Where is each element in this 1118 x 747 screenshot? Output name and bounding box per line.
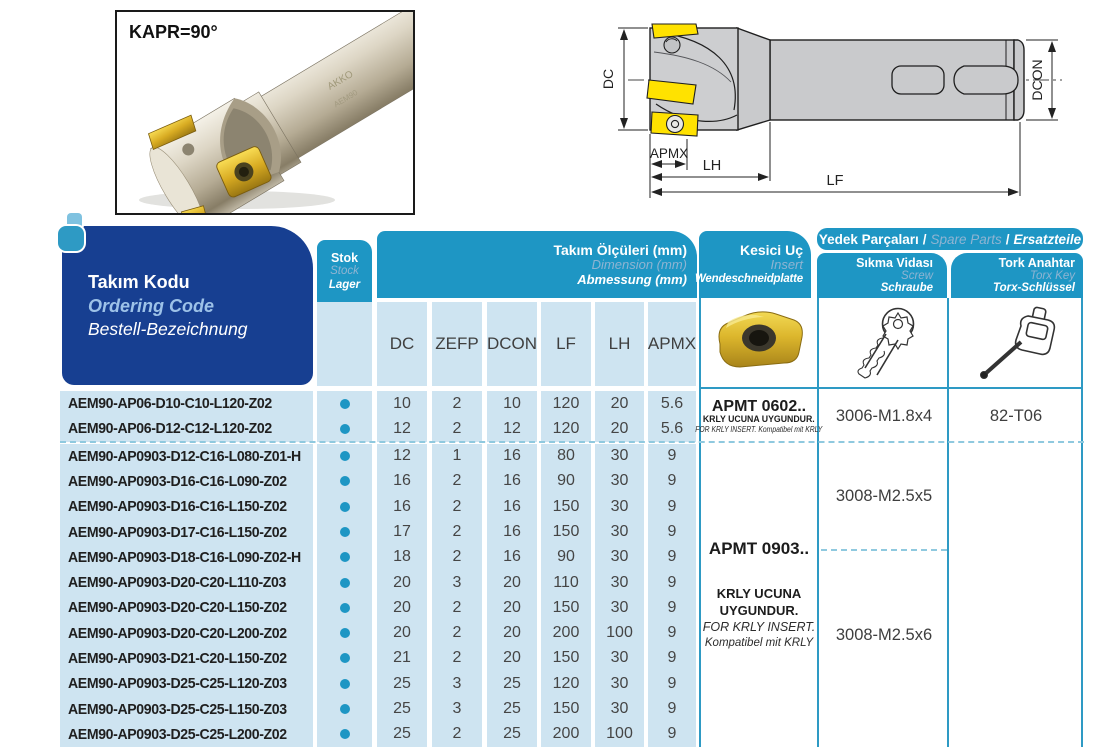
lf-value: 90 bbox=[541, 545, 591, 570]
stock-dot bbox=[340, 653, 350, 663]
lf-label: LF bbox=[826, 173, 844, 189]
table-row bbox=[60, 646, 696, 671]
screw-head bbox=[664, 37, 680, 53]
zefp-value: 2 bbox=[432, 722, 482, 747]
insert-tab-icon-body bbox=[58, 226, 84, 251]
table-row bbox=[60, 621, 696, 646]
stock-dot bbox=[340, 628, 350, 638]
lh-value: 20 bbox=[595, 391, 644, 416]
apmx-value: 9 bbox=[648, 621, 696, 646]
stock-cell bbox=[317, 545, 372, 570]
insert-tr: Kesici Uç bbox=[739, 241, 803, 258]
dc-value: 25 bbox=[377, 671, 427, 696]
stock-dot bbox=[340, 527, 350, 537]
stock-cell bbox=[317, 696, 372, 721]
lh-value: 30 bbox=[595, 545, 644, 570]
stock-cell bbox=[317, 391, 372, 416]
ordering-code: AEM90-AP0903-D20-C20-L110-Z03 bbox=[60, 570, 313, 595]
ordering-code: AEM90-AP0903-D16-C16-L090-Z02 bbox=[60, 469, 313, 494]
ordering-code-de: Bestell-Bezeichnung bbox=[88, 319, 248, 339]
dc-value: 20 bbox=[377, 621, 427, 646]
stock-dot bbox=[340, 502, 350, 512]
table-row bbox=[60, 545, 696, 570]
dcon-value: 16 bbox=[487, 469, 537, 494]
lh-value: 30 bbox=[595, 444, 644, 469]
col-dcon: DCON bbox=[487, 302, 537, 386]
lf-value: 120 bbox=[541, 416, 591, 441]
table-row bbox=[60, 595, 696, 620]
insert-spec-group1 bbox=[695, 392, 823, 441]
stock-cell bbox=[317, 494, 372, 519]
torx-de: Torx-Schlüssel bbox=[992, 281, 1075, 294]
torx-value-group1: 82-T06 bbox=[989, 407, 1043, 425]
dc-value: 25 bbox=[377, 722, 427, 747]
lh-value: 30 bbox=[595, 671, 644, 696]
ordering-code: AEM90-AP0903-D12-C16-L080-Z01-H bbox=[60, 444, 313, 469]
dc-value: 20 bbox=[377, 595, 427, 620]
screw-header bbox=[817, 253, 947, 298]
stock-dot bbox=[340, 476, 350, 486]
torx-screw-drawing bbox=[845, 302, 925, 384]
lh-value: 30 bbox=[595, 519, 644, 544]
lh-value: 100 bbox=[595, 621, 644, 646]
screw-tr: Sıkma Vidası bbox=[856, 255, 933, 270]
col-dc: DC bbox=[377, 302, 427, 386]
col-zefp: ZEFP bbox=[432, 302, 482, 386]
insert-note-en: FOR KRLY INSERT. bbox=[702, 620, 816, 634]
apmx-value: 9 bbox=[648, 671, 696, 696]
dc-value: 17 bbox=[377, 519, 427, 544]
ordering-code: AEM90-AP06-D10-C10-L120-Z02 bbox=[60, 391, 313, 416]
zefp-value: 2 bbox=[432, 391, 482, 416]
kapr-label: KAPR=90° bbox=[129, 22, 218, 42]
stock-header bbox=[317, 240, 372, 302]
dims-de: Abmessung (mm) bbox=[577, 271, 687, 287]
stock-dot bbox=[340, 399, 350, 409]
torx-key-header bbox=[951, 253, 1083, 298]
dcon-value: 16 bbox=[487, 519, 537, 544]
screw-head bbox=[667, 116, 684, 133]
spare-en: Spare Parts bbox=[930, 231, 1002, 247]
stock-cell bbox=[317, 621, 372, 646]
screw-en: Screw bbox=[901, 269, 933, 282]
lf-value: 110 bbox=[541, 570, 591, 595]
ordering-code-en: Ordering Code bbox=[88, 296, 215, 316]
dcon-value: 20 bbox=[487, 570, 537, 595]
torx-tr: Tork Anahtar bbox=[998, 255, 1075, 270]
spare-de: Ersatzteile bbox=[1013, 231, 1082, 247]
dcon-value: 12 bbox=[487, 416, 537, 441]
group-divider bbox=[60, 441, 1084, 443]
stock-dot bbox=[340, 552, 350, 562]
apmx-label: APMX bbox=[649, 146, 689, 161]
zefp-value: 2 bbox=[432, 519, 482, 544]
lf-value: 150 bbox=[541, 646, 591, 671]
stock-dot bbox=[340, 578, 350, 588]
product-photo-box bbox=[115, 10, 415, 215]
stock-cell bbox=[317, 722, 372, 747]
stock-cell bbox=[317, 646, 372, 671]
ordering-code: AEM90-AP0903-D25-C25-L200-Z02 bbox=[60, 722, 313, 747]
ordering-code: AEM90-AP0903-D21-C20-L150-Z02 bbox=[60, 646, 313, 671]
dcon-value: 25 bbox=[487, 671, 537, 696]
screw-value-group2-lower: 3008-M2.5x6 bbox=[835, 626, 933, 644]
apmx-value: 9 bbox=[648, 469, 696, 494]
table-row bbox=[60, 722, 696, 747]
dims-tr: Takım Ölçüleri (mm) bbox=[553, 241, 687, 258]
stock-dot bbox=[340, 679, 350, 689]
apmx-value: 5.6 bbox=[648, 391, 696, 416]
dc-value: 18 bbox=[377, 545, 427, 570]
table-row bbox=[60, 444, 696, 469]
screw-value-group1: 3006-M1.8x4 bbox=[835, 407, 933, 425]
zefp-value: 3 bbox=[432, 570, 482, 595]
insert-note-tr: KRLY UCUNA bbox=[716, 586, 802, 601]
dcon-value: 16 bbox=[487, 545, 537, 570]
insert-spec-group2 bbox=[701, 445, 817, 745]
stock-subcell bbox=[317, 302, 372, 386]
dimension-diagram bbox=[592, 12, 1092, 212]
lf-value: 150 bbox=[541, 519, 591, 544]
table-row bbox=[60, 671, 696, 696]
spare-tr: Yedek Parçaları bbox=[818, 231, 919, 247]
zefp-value: 3 bbox=[432, 671, 482, 696]
apmx-value: 9 bbox=[648, 595, 696, 620]
lf-value: 150 bbox=[541, 696, 591, 721]
apmx-value: 9 bbox=[648, 722, 696, 747]
dcon-value: 25 bbox=[487, 722, 537, 747]
dc-value: 16 bbox=[377, 469, 427, 494]
lh-value: 30 bbox=[595, 570, 644, 595]
dcon-value: 25 bbox=[487, 696, 537, 721]
insert-tab-icon bbox=[54, 210, 94, 256]
zefp-value: 3 bbox=[432, 696, 482, 721]
insert-note-tr: KRLY UCUNA UYGUNDUR. bbox=[703, 413, 815, 425]
neck-taper bbox=[737, 28, 770, 130]
lf-value: 200 bbox=[541, 722, 591, 747]
table-row bbox=[60, 391, 696, 416]
screw-group-divider bbox=[821, 549, 947, 551]
lf-value: 150 bbox=[541, 494, 591, 519]
stock-dot bbox=[340, 729, 350, 739]
dcon-value: 20 bbox=[487, 595, 537, 620]
lf-value: 150 bbox=[541, 595, 591, 620]
col-apmx: APMX bbox=[648, 302, 696, 386]
apmx-value: 9 bbox=[648, 545, 696, 570]
stock-cell bbox=[317, 519, 372, 544]
lh-value: 30 bbox=[595, 696, 644, 721]
lf-value: 90 bbox=[541, 469, 591, 494]
torx-key-drawing bbox=[975, 302, 1061, 384]
lh-label: LH bbox=[702, 158, 722, 174]
insert-note-en-de: FOR KRLY INSERT. Kompatibel mit KRLY bbox=[695, 424, 823, 434]
zefp-value: 2 bbox=[432, 469, 482, 494]
insert-de: Wendeschneidplatte bbox=[694, 272, 803, 285]
stock-tr: Stok bbox=[330, 250, 359, 265]
ordering-code: AEM90-AP0903-D18-C16-L090-Z02-H bbox=[60, 545, 313, 570]
table-row bbox=[60, 469, 696, 494]
ordering-code: AEM90-AP0903-D25-C25-L120-Z03 bbox=[60, 671, 313, 696]
image-cell-divider bbox=[699, 387, 1083, 389]
dc-value: 25 bbox=[377, 696, 427, 721]
zefp-value: 2 bbox=[432, 416, 482, 441]
engraving-brand: AKKO bbox=[325, 68, 356, 93]
table-row bbox=[60, 416, 696, 441]
ordering-code-tr: Takım Kodu bbox=[88, 272, 190, 292]
dcon-value: 20 bbox=[487, 646, 537, 671]
dcon-value: 10 bbox=[487, 391, 537, 416]
dc-value: 16 bbox=[377, 494, 427, 519]
stock-cell bbox=[317, 671, 372, 696]
spare-parts-header: Yedek Parçaları / Spare Parts / Ersatzteile bbox=[817, 228, 1083, 250]
insert-code: APMT 0903.. bbox=[708, 539, 810, 558]
dc-label: DC bbox=[600, 68, 616, 90]
stock-cell bbox=[317, 570, 372, 595]
stock-dot bbox=[340, 424, 350, 434]
lf-value: 200 bbox=[541, 621, 591, 646]
apmx-value: 9 bbox=[648, 570, 696, 595]
lh-value: 20 bbox=[595, 416, 644, 441]
ordering-code: AEM90-AP0903-D17-C16-L150-Z02 bbox=[60, 519, 313, 544]
apmx-value: 9 bbox=[648, 494, 696, 519]
stock-dot bbox=[340, 704, 350, 714]
lf-value: 80 bbox=[541, 444, 591, 469]
dc-value: 10 bbox=[377, 391, 427, 416]
table-row bbox=[60, 696, 696, 721]
table-body bbox=[60, 391, 696, 747]
lf-value: 120 bbox=[541, 671, 591, 696]
dcon-value: 16 bbox=[487, 444, 537, 469]
stock-cell bbox=[317, 444, 372, 469]
apmx-value: 9 bbox=[648, 696, 696, 721]
dcon-value: 20 bbox=[487, 621, 537, 646]
engraving-model: AEM90 bbox=[332, 87, 360, 110]
dcon-label: DCON bbox=[1029, 59, 1045, 101]
stock-de: Lager bbox=[328, 278, 361, 291]
zefp-value: 2 bbox=[432, 621, 482, 646]
stock-cell bbox=[317, 595, 372, 620]
screw-de: Schraube bbox=[880, 281, 933, 294]
zefp-value: 2 bbox=[432, 494, 482, 519]
lf-value: 120 bbox=[541, 391, 591, 416]
ordering-code: AEM90-AP0903-D25-C25-L150-Z03 bbox=[60, 696, 313, 721]
dc-value: 21 bbox=[377, 646, 427, 671]
table-row bbox=[60, 570, 696, 595]
dc-value: 12 bbox=[377, 444, 427, 469]
lh-value: 30 bbox=[595, 595, 644, 620]
insert-header bbox=[694, 231, 811, 298]
lh-value: 30 bbox=[595, 646, 644, 671]
zefp-value: 2 bbox=[432, 595, 482, 620]
zefp-value: 1 bbox=[432, 444, 482, 469]
stock-en: Stock bbox=[330, 264, 359, 277]
ordering-code: AEM90-AP0903-D20-C20-L150-Z02 bbox=[60, 595, 313, 620]
insert-note-tr: UYGUNDUR. bbox=[719, 603, 799, 618]
zefp-value: 2 bbox=[432, 545, 482, 570]
dimensions-header bbox=[377, 231, 697, 298]
ordering-code: AEM90-AP0903-D20-C20-L200-Z02 bbox=[60, 621, 313, 646]
dc-value: 12 bbox=[377, 416, 427, 441]
insert-en: Insert bbox=[770, 256, 803, 272]
dims-en: Dimension (mm) bbox=[591, 256, 687, 272]
stock-dot bbox=[340, 603, 350, 613]
torx-en: Torx Key bbox=[1030, 269, 1075, 282]
col-lf: LF bbox=[541, 302, 591, 386]
lh-value: 30 bbox=[595, 494, 644, 519]
col-lh: LH bbox=[595, 302, 644, 386]
stock-cell bbox=[317, 469, 372, 494]
dcon-value: 16 bbox=[487, 494, 537, 519]
lh-value: 100 bbox=[595, 722, 644, 747]
lh-value: 30 bbox=[595, 469, 644, 494]
apmx-value: 5.6 bbox=[648, 416, 696, 441]
weldon-flat-2 bbox=[954, 66, 1018, 94]
apmx-value: 9 bbox=[648, 646, 696, 671]
ordering-code: AEM90-AP06-D12-C12-L120-Z02 bbox=[60, 416, 313, 441]
dc-value: 20 bbox=[377, 570, 427, 595]
stock-dot bbox=[340, 451, 350, 461]
apmx-value: 9 bbox=[648, 444, 696, 469]
screw-value-group2-upper: 3008-M2.5x5 bbox=[835, 486, 933, 505]
ordering-code-header bbox=[62, 226, 313, 385]
ordering-code: AEM90-AP0903-D16-C16-L150-Z02 bbox=[60, 494, 313, 519]
insert-note-de: Kompatibel mit KRLY bbox=[704, 637, 814, 649]
apmx-value: 9 bbox=[648, 519, 696, 544]
table-row bbox=[60, 494, 696, 519]
milling-insert-image bbox=[712, 306, 806, 372]
insert-code: APMT 0602.. bbox=[711, 397, 807, 415]
weldon-flat-1 bbox=[892, 66, 944, 94]
table-row bbox=[60, 519, 696, 544]
stock-cell bbox=[317, 416, 372, 441]
zefp-value: 2 bbox=[432, 646, 482, 671]
